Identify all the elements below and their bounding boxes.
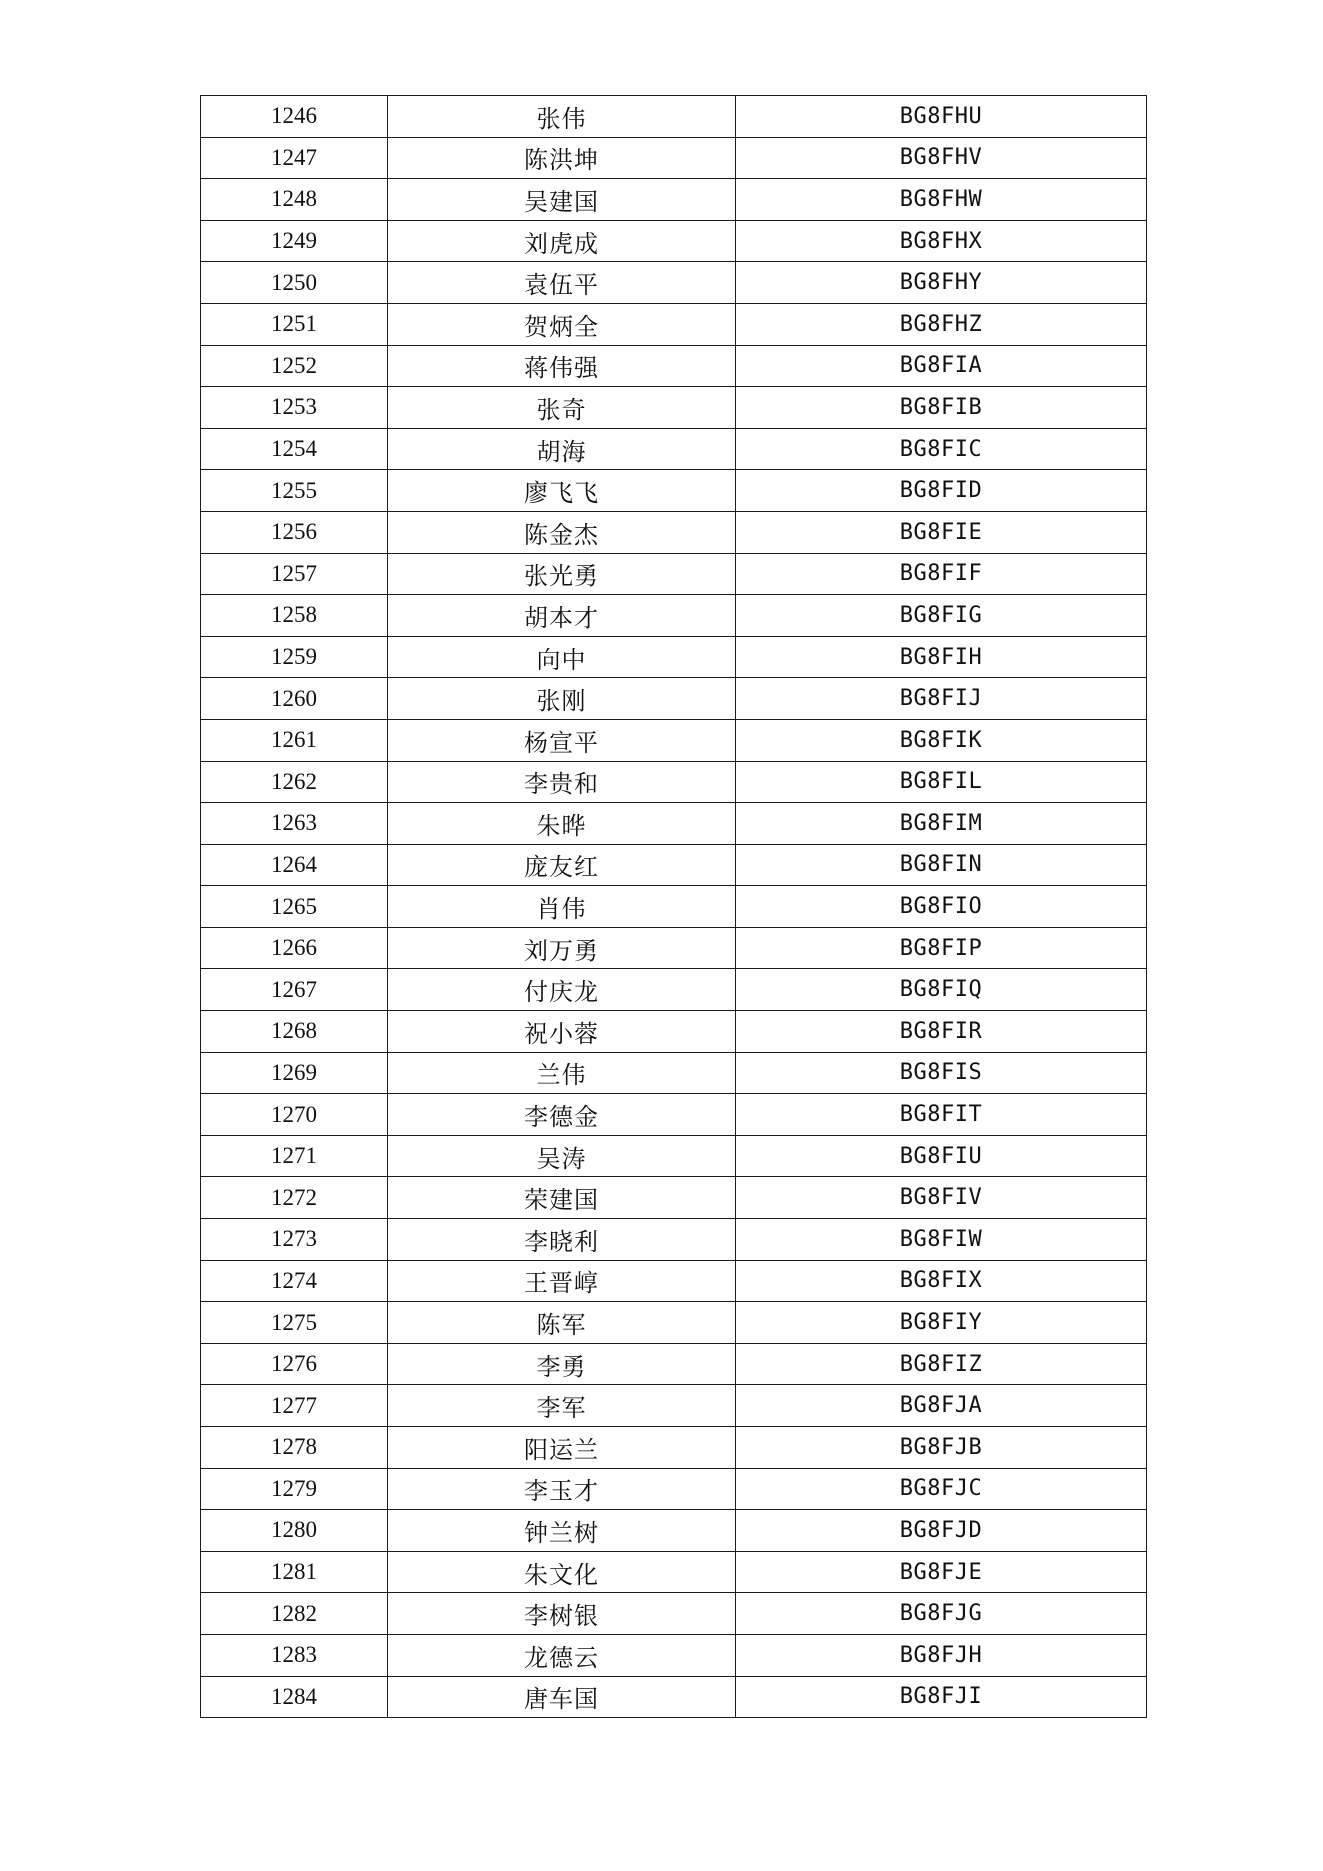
table-row bbox=[201, 1219, 1147, 1261]
table-row bbox=[201, 387, 1147, 429]
row-number-cell: 1275 bbox=[201, 1302, 388, 1344]
row-number-cell: 1277 bbox=[201, 1385, 388, 1427]
row-number-cell: 1246 bbox=[201, 96, 388, 138]
callsign-cell: BG8FID bbox=[736, 470, 1147, 512]
callsign-cell: BG8FIW bbox=[736, 1219, 1147, 1261]
table-row bbox=[201, 511, 1147, 553]
table-row bbox=[201, 96, 1147, 138]
callsign-cell: BG8FIP bbox=[736, 927, 1147, 969]
table-body bbox=[201, 96, 1147, 1718]
callsign-cell: BG8FIU bbox=[736, 1135, 1147, 1177]
name-cell: 李勇 bbox=[388, 1343, 736, 1385]
row-number-cell: 1256 bbox=[201, 511, 388, 553]
row-number-cell: 1261 bbox=[201, 719, 388, 761]
row-number-cell: 1253 bbox=[201, 387, 388, 429]
callsign-cell: BG8FIM bbox=[736, 803, 1147, 845]
row-number-cell: 1281 bbox=[201, 1551, 388, 1593]
name-cell: 陈金杰 bbox=[388, 511, 736, 553]
table-row bbox=[201, 969, 1147, 1011]
row-number-cell: 1271 bbox=[201, 1135, 388, 1177]
callsign-cell: BG8FJA bbox=[736, 1385, 1147, 1427]
name-cell: 李军 bbox=[388, 1385, 736, 1427]
name-cell: 张奇 bbox=[388, 387, 736, 429]
name-cell: 肖伟 bbox=[388, 886, 736, 928]
table-row bbox=[201, 1676, 1147, 1718]
name-cell: 杨宣平 bbox=[388, 719, 736, 761]
name-cell: 刘万勇 bbox=[388, 927, 736, 969]
name-cell: 廖飞飞 bbox=[388, 470, 736, 512]
name-cell: 张伟 bbox=[388, 96, 736, 138]
name-cell: 李贵和 bbox=[388, 761, 736, 803]
table-row bbox=[201, 1593, 1147, 1635]
name-cell: 荣建国 bbox=[388, 1177, 736, 1219]
callsign-cell: BG8FIK bbox=[736, 719, 1147, 761]
callsign-cell: BG8FHW bbox=[736, 179, 1147, 221]
row-number-cell: 1252 bbox=[201, 345, 388, 387]
table-row bbox=[201, 345, 1147, 387]
row-number-cell: 1269 bbox=[201, 1052, 388, 1094]
name-cell: 王晋崞 bbox=[388, 1260, 736, 1302]
callsign-cell: BG8FHX bbox=[736, 220, 1147, 262]
row-number-cell: 1274 bbox=[201, 1260, 388, 1302]
row-number-cell: 1265 bbox=[201, 886, 388, 928]
row-number-cell: 1283 bbox=[201, 1634, 388, 1676]
table-row bbox=[201, 1510, 1147, 1552]
callsign-cell: BG8FIQ bbox=[736, 969, 1147, 1011]
row-number-cell: 1254 bbox=[201, 428, 388, 470]
name-cell: 付庆龙 bbox=[388, 969, 736, 1011]
callsign-cell: BG8FIB bbox=[736, 387, 1147, 429]
row-number-cell: 1280 bbox=[201, 1510, 388, 1552]
callsign-cell: BG8FJB bbox=[736, 1427, 1147, 1469]
callsign-cell: BG8FJE bbox=[736, 1551, 1147, 1593]
name-cell: 张刚 bbox=[388, 678, 736, 720]
name-cell: 袁伍平 bbox=[388, 262, 736, 304]
row-number-cell: 1250 bbox=[201, 262, 388, 304]
row-number-cell: 1259 bbox=[201, 636, 388, 678]
table-row bbox=[201, 1343, 1147, 1385]
table-row bbox=[201, 1260, 1147, 1302]
table-row bbox=[201, 595, 1147, 637]
table-row bbox=[201, 262, 1147, 304]
name-cell: 贺炳全 bbox=[388, 303, 736, 345]
row-number-cell: 1247 bbox=[201, 137, 388, 179]
row-number-cell: 1266 bbox=[201, 927, 388, 969]
row-number-cell: 1251 bbox=[201, 303, 388, 345]
row-number-cell: 1249 bbox=[201, 220, 388, 262]
row-number-cell: 1282 bbox=[201, 1593, 388, 1635]
table-row bbox=[201, 303, 1147, 345]
callsign-table bbox=[200, 95, 1147, 1718]
row-number-cell: 1273 bbox=[201, 1219, 388, 1261]
callsign-cell: BG8FIT bbox=[736, 1094, 1147, 1136]
row-number-cell: 1248 bbox=[201, 179, 388, 221]
name-cell: 钟兰树 bbox=[388, 1510, 736, 1552]
table-row bbox=[201, 844, 1147, 886]
name-cell: 胡本才 bbox=[388, 595, 736, 637]
name-cell: 兰伟 bbox=[388, 1052, 736, 1094]
table-row bbox=[201, 927, 1147, 969]
callsign-cell: BG8FIV bbox=[736, 1177, 1147, 1219]
table-row bbox=[201, 761, 1147, 803]
table-row bbox=[201, 719, 1147, 761]
table-row bbox=[201, 1177, 1147, 1219]
name-cell: 李晓利 bbox=[388, 1219, 736, 1261]
table-row bbox=[201, 553, 1147, 595]
callsign-cell: BG8FIR bbox=[736, 1011, 1147, 1053]
table-row bbox=[201, 678, 1147, 720]
callsign-cell: BG8FIA bbox=[736, 345, 1147, 387]
table-row bbox=[201, 803, 1147, 845]
callsign-cell: BG8FIJ bbox=[736, 678, 1147, 720]
callsign-cell: BG8FIY bbox=[736, 1302, 1147, 1344]
table-row bbox=[201, 1052, 1147, 1094]
name-cell: 李德金 bbox=[388, 1094, 736, 1136]
callsign-cell: BG8FIO bbox=[736, 886, 1147, 928]
name-cell: 刘虎成 bbox=[388, 220, 736, 262]
name-cell: 阳运兰 bbox=[388, 1427, 736, 1469]
callsign-cell: BG8FJC bbox=[736, 1468, 1147, 1510]
row-number-cell: 1268 bbox=[201, 1011, 388, 1053]
row-number-cell: 1257 bbox=[201, 553, 388, 595]
callsign-cell: BG8FHU bbox=[736, 96, 1147, 138]
name-cell: 蒋伟强 bbox=[388, 345, 736, 387]
name-cell: 朱晔 bbox=[388, 803, 736, 845]
callsign-cell: BG8FHV bbox=[736, 137, 1147, 179]
row-number-cell: 1264 bbox=[201, 844, 388, 886]
name-cell: 吴涛 bbox=[388, 1135, 736, 1177]
row-number-cell: 1279 bbox=[201, 1468, 388, 1510]
table-row bbox=[201, 1094, 1147, 1136]
table-row bbox=[201, 1135, 1147, 1177]
callsign-cell: BG8FIN bbox=[736, 844, 1147, 886]
row-number-cell: 1263 bbox=[201, 803, 388, 845]
row-number-cell: 1270 bbox=[201, 1094, 388, 1136]
name-cell: 吴建国 bbox=[388, 179, 736, 221]
table-row bbox=[201, 1634, 1147, 1676]
callsign-cell: BG8FJI bbox=[736, 1676, 1147, 1718]
table-row bbox=[201, 179, 1147, 221]
row-number-cell: 1262 bbox=[201, 761, 388, 803]
table-row bbox=[201, 1551, 1147, 1593]
name-cell: 向中 bbox=[388, 636, 736, 678]
row-number-cell: 1258 bbox=[201, 595, 388, 637]
row-number-cell: 1267 bbox=[201, 969, 388, 1011]
name-cell: 张光勇 bbox=[388, 553, 736, 595]
callsign-cell: BG8FIS bbox=[736, 1052, 1147, 1094]
name-cell: 胡海 bbox=[388, 428, 736, 470]
callsign-cell: BG8FIZ bbox=[736, 1343, 1147, 1385]
table-row bbox=[201, 1385, 1147, 1427]
name-cell: 庞友红 bbox=[388, 844, 736, 886]
row-number-cell: 1278 bbox=[201, 1427, 388, 1469]
callsign-cell: BG8FIL bbox=[736, 761, 1147, 803]
row-number-cell: 1260 bbox=[201, 678, 388, 720]
callsign-cell: BG8FJD bbox=[736, 1510, 1147, 1552]
table-row bbox=[201, 636, 1147, 678]
table-row bbox=[201, 1011, 1147, 1053]
row-number-cell: 1255 bbox=[201, 470, 388, 512]
callsign-cell: BG8FHZ bbox=[736, 303, 1147, 345]
callsign-cell: BG8FJG bbox=[736, 1593, 1147, 1635]
callsign-cell: BG8FIF bbox=[736, 553, 1147, 595]
row-number-cell: 1276 bbox=[201, 1343, 388, 1385]
table-row bbox=[201, 137, 1147, 179]
table-row bbox=[201, 220, 1147, 262]
table-row bbox=[201, 428, 1147, 470]
row-number-cell: 1272 bbox=[201, 1177, 388, 1219]
callsign-cell: BG8FIX bbox=[736, 1260, 1147, 1302]
table-row bbox=[201, 886, 1147, 928]
callsign-cell: BG8FIC bbox=[736, 428, 1147, 470]
table-row bbox=[201, 470, 1147, 512]
callsign-cell: BG8FJH bbox=[736, 1634, 1147, 1676]
name-cell: 龙德云 bbox=[388, 1634, 736, 1676]
name-cell: 李玉才 bbox=[388, 1468, 736, 1510]
name-cell: 陈军 bbox=[388, 1302, 736, 1344]
name-cell: 李树银 bbox=[388, 1593, 736, 1635]
name-cell: 陈洪坤 bbox=[388, 137, 736, 179]
callsign-cell: BG8FIE bbox=[736, 511, 1147, 553]
table-row bbox=[201, 1468, 1147, 1510]
callsign-cell: BG8FIG bbox=[736, 595, 1147, 637]
name-cell: 祝小蓉 bbox=[388, 1011, 736, 1053]
callsign-cell: BG8FHY bbox=[736, 262, 1147, 304]
callsign-cell: BG8FIH bbox=[736, 636, 1147, 678]
row-number-cell: 1284 bbox=[201, 1676, 388, 1718]
name-cell: 朱文化 bbox=[388, 1551, 736, 1593]
table-row bbox=[201, 1427, 1147, 1469]
name-cell: 唐车国 bbox=[388, 1676, 736, 1718]
table-row bbox=[201, 1302, 1147, 1344]
